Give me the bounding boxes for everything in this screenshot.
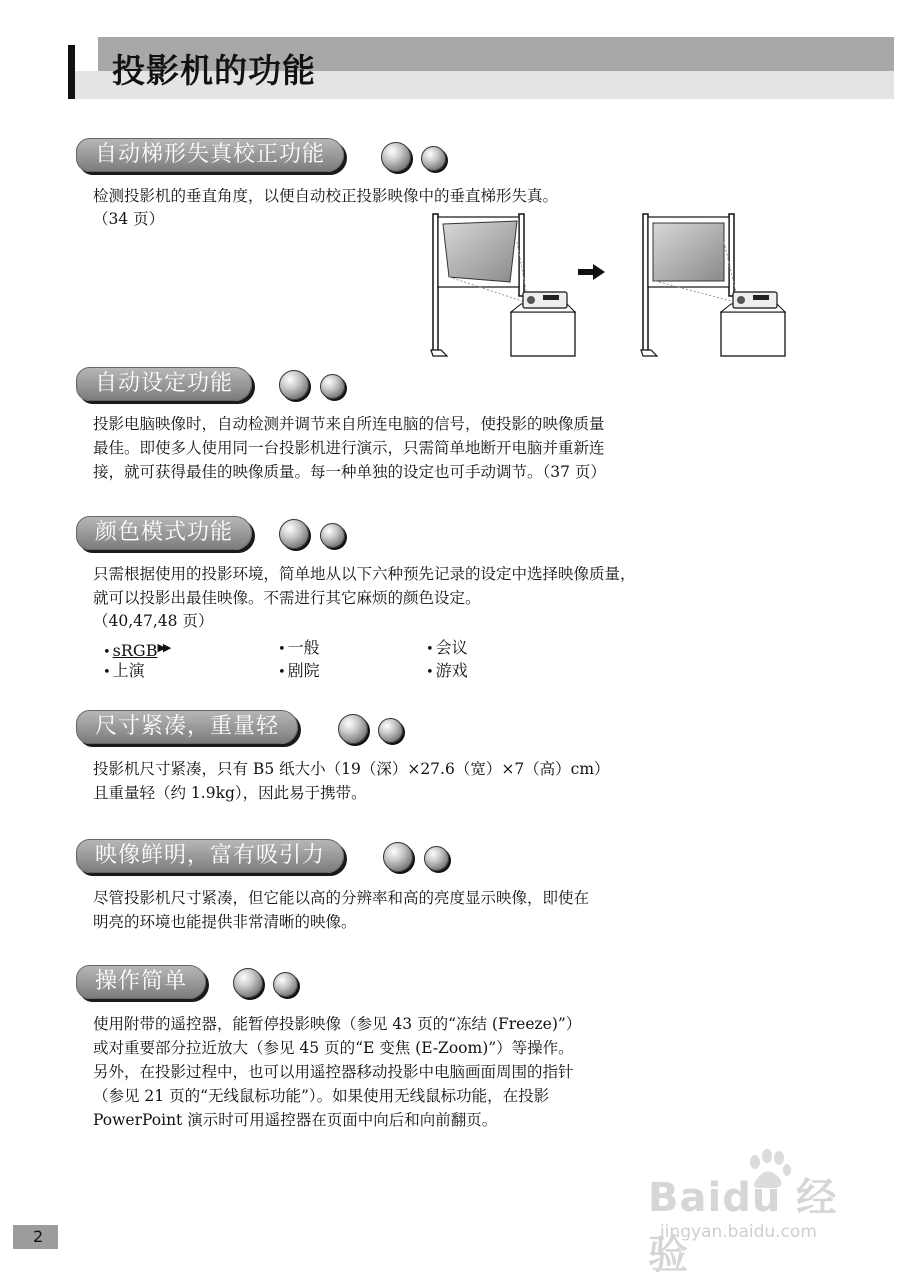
watermark-logo-text: Baidu 经验 bbox=[648, 1175, 838, 1278]
decorative-ball-icon bbox=[233, 968, 263, 998]
section-heading: 操作简单 bbox=[95, 969, 188, 994]
section-text-line: 投影机尺寸紧凑，只有 B5 纸大小（19（深）×27.6（宽）×7（高）cm） bbox=[93, 760, 610, 778]
section-heading: 颜色模式功能 bbox=[95, 520, 234, 545]
color-mode-item: • 游戏 bbox=[426, 661, 468, 680]
color-mode-label: 剧院 bbox=[287, 661, 320, 680]
decorative-ball-icon bbox=[381, 142, 411, 172]
section-text-line: 接，就可获得最佳的映像质量。每一种单独的设定也可手动调节。（37 页） bbox=[93, 463, 606, 481]
decorative-ball-icon bbox=[421, 146, 446, 171]
decorative-ball-icon bbox=[338, 714, 368, 744]
page-title: 投影机的功能 bbox=[112, 51, 316, 90]
section-heading: 自动设定功能 bbox=[95, 371, 234, 396]
section-heading-badge bbox=[76, 367, 252, 403]
screen-before-icon bbox=[431, 214, 575, 356]
watermark-url: jingyan.baidu.com bbox=[660, 1222, 817, 1242]
color-mode-item: • 剧院 bbox=[278, 661, 320, 680]
section-text-line: 另外，在投影过程中，也可以用遥控器移动投影中电脑画面周围的指针 bbox=[93, 1063, 574, 1081]
section-text-line: 且重量轻（约 1.9kg），因此易于携带。 bbox=[93, 784, 367, 802]
section-text-line: （40,47,48 页） bbox=[93, 612, 214, 630]
decorative-ball-icon bbox=[320, 374, 345, 399]
color-mode-label: 上演 bbox=[112, 661, 145, 680]
page-title-band bbox=[68, 37, 894, 99]
section-text-line: 明亮的环境也能提供非常清晰的映像。 bbox=[93, 913, 357, 931]
color-mode-label: 游戏 bbox=[435, 661, 468, 680]
section-text-line: 尽管投影机尺寸紧凑，但它能以高的分辨率和高的亮度显示映像，即使在 bbox=[93, 889, 590, 907]
decorative-ball-icon bbox=[273, 972, 298, 997]
title-accent-bar bbox=[68, 45, 75, 99]
fast-forward-icon: ▶▶ bbox=[157, 641, 169, 654]
color-mode-item: • 会议 bbox=[426, 638, 468, 657]
section-heading-badge bbox=[76, 138, 344, 174]
section-heading: 映像鲜明，富有吸引力 bbox=[95, 843, 326, 868]
section-heading-pill bbox=[76, 839, 344, 873]
decorative-ball-icon bbox=[320, 523, 345, 548]
color-mode-item: • 上演 bbox=[103, 661, 145, 680]
section-text-line: （34 页） bbox=[93, 210, 165, 228]
section-text-line: 只需根据使用的投影环境，简单地从以下六种预先记录的设定中选择映像质量， bbox=[93, 565, 636, 583]
section-heading: 尺寸紧凑，重量轻 bbox=[95, 714, 280, 739]
section-heading-badge bbox=[76, 965, 206, 1001]
color-mode-item: • 一般 bbox=[278, 638, 320, 657]
color-mode-label: 一般 bbox=[287, 638, 320, 657]
section-heading-badge bbox=[76, 839, 344, 875]
section-text-line: 或对重要部分拉近放大（参见 45 页的“E 变焦 (E-Zoom)”）等操作。 bbox=[93, 1039, 574, 1057]
section-text-line: （参见 21 页的“无线鼠标功能”）。如果使用无线鼠标功能，在投影 bbox=[93, 1087, 550, 1105]
section-heading-pill bbox=[76, 367, 252, 401]
section-text-line: PowerPoint 演示时可用遥控器在页面中向后和向前翻页。 bbox=[93, 1111, 498, 1129]
screen-after-icon bbox=[641, 214, 785, 356]
section-heading-badge bbox=[76, 710, 298, 746]
decorative-ball-icon bbox=[378, 718, 403, 743]
section-text-line: 检测投影机的垂直角度，以便自动校正投影映像中的垂直梯形失真。 bbox=[93, 187, 559, 205]
decorative-ball-icon bbox=[279, 519, 309, 549]
decorative-ball-icon bbox=[424, 846, 449, 871]
page-number: 2 bbox=[13, 1225, 58, 1249]
section-heading-pill bbox=[76, 516, 252, 550]
color-mode-label: sRGB bbox=[112, 641, 158, 660]
section-heading-pill bbox=[76, 138, 344, 172]
section-heading: 自动梯形失真校正功能 bbox=[95, 142, 326, 167]
section-text-line: 使用附带的遥控器，能暂停投影映像（参见 43 页的“冻结 (Freeze)”） bbox=[93, 1015, 582, 1033]
keystone-correction-illustration bbox=[425, 212, 790, 360]
baidu-watermark bbox=[648, 1148, 863, 1278]
arrow-right-icon bbox=[578, 264, 605, 280]
decorative-ball-icon bbox=[279, 370, 309, 400]
section-text-line: 就可以投影出最佳映像。不需进行其它麻烦的颜色设定。 bbox=[93, 589, 481, 607]
color-mode-item: • sRGB▶▶ bbox=[103, 641, 169, 660]
color-mode-label: 会议 bbox=[435, 638, 468, 657]
decorative-ball-icon bbox=[383, 842, 413, 872]
section-heading-badge bbox=[76, 516, 252, 552]
section-text-line: 最佳。即使多人使用同一台投影机进行演示，只需简单地断开电脑并重新连 bbox=[93, 439, 605, 457]
section-heading-pill bbox=[76, 710, 298, 744]
section-heading-pill bbox=[76, 965, 206, 999]
section-text-line: 投影电脑映像时，自动检测并调节来自所连电脑的信号，使投影的映像质量 bbox=[93, 415, 605, 433]
